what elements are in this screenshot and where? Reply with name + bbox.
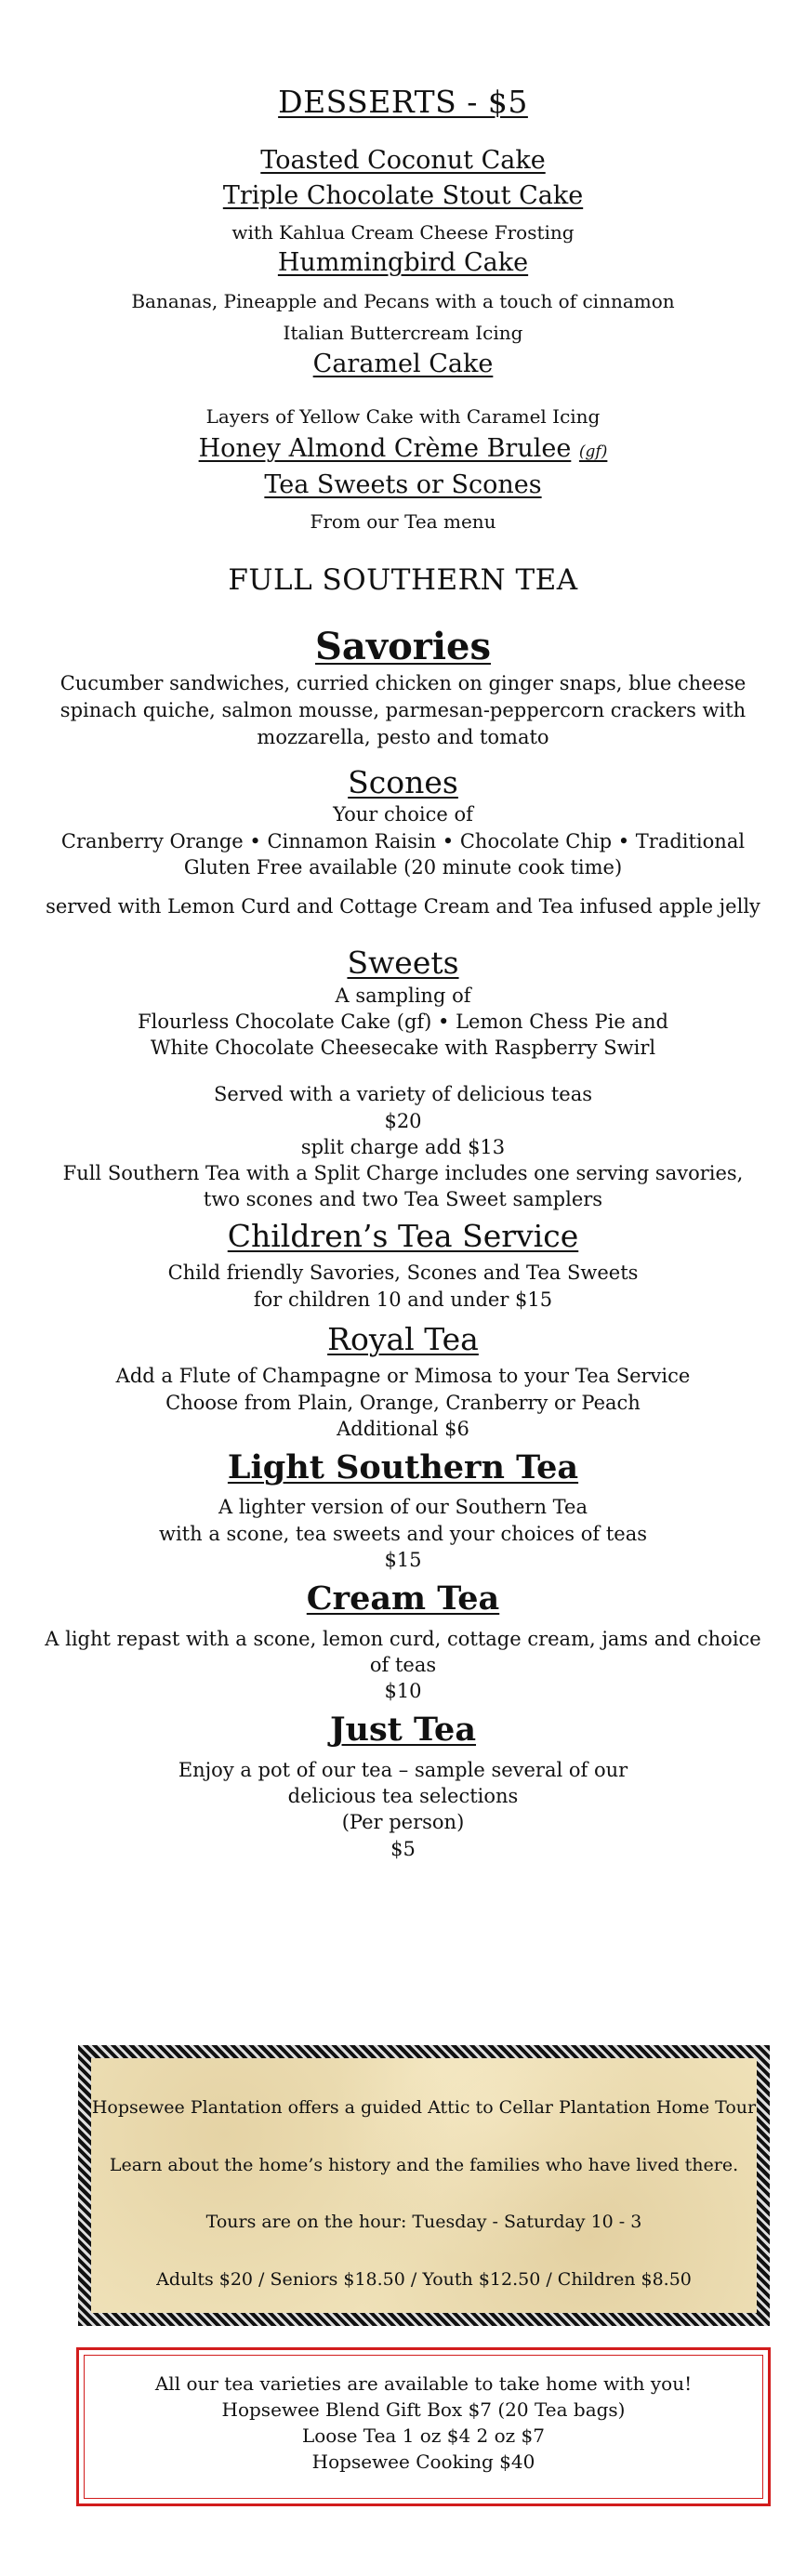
cream-line-3: $10	[384, 1680, 422, 1702]
served-price: $20	[384, 1110, 422, 1132]
light-line-3: $15	[384, 1549, 422, 1571]
scones-line-3: Gluten Free available (20 minute cook time)	[183, 856, 623, 878]
split-charge-desc-2: two scones and two Tea Sweet samplers	[203, 1188, 603, 1210]
royal-line-1: Add a Flute of Champagne or Mimosa to your Tea Service	[115, 1365, 691, 1387]
full-southern-tea-heading: FULL SOUTHERN TEA	[228, 563, 578, 597]
light-line-1: A lighter version of our Southern Tea	[218, 1496, 588, 1518]
savories-line-1: Cucumber sandwiches, curried chicken on ginger snaps, blue cheese	[59, 672, 747, 694]
toasted-coconut-cake: Toasted Coconut Cake	[260, 146, 546, 175]
brulee-gf: (gf)	[578, 443, 608, 461]
caramel-desc: Layers of Yellow Cake with Caramel Icing	[205, 405, 601, 428]
savories-line-2: spinach quiche, salmon mousse, parmesan-peppercorn crackers with	[59, 699, 747, 721]
desserts-heading: DESSERTS - $5	[278, 84, 528, 120]
just-tea-title: Just Tea	[329, 1711, 477, 1749]
light-line-2: with a scone, tea sweets and your choices of teas	[158, 1523, 648, 1545]
cream-tea-title: Cream Tea	[306, 1579, 500, 1618]
childrens-line-2: for children 10 and under $15	[253, 1288, 553, 1311]
takeaway-inner-border	[84, 2355, 763, 2499]
tour-box-parchment	[91, 2058, 757, 2313]
scones-line-1: Your choice of	[333, 803, 473, 826]
triple-chocolate-desc: with Kahlua Cream Cheese Frosting	[231, 221, 575, 244]
tour-line-3: Tours are on the hour: Tuesday - Saturday 10 - 3	[205, 2212, 642, 2232]
triple-chocolate-stout-cake: Triple Chocolate Stout Cake	[222, 181, 584, 210]
takeaway-line-3: Loose Tea 1 oz $4 2 oz $7	[301, 2424, 545, 2447]
savories-line-3: mozzarella, pesto and tomato	[257, 726, 549, 748]
tour-line-4: Adults $20 / Seniors $18.50 / Youth $12.50 / Children $8.50	[156, 2269, 692, 2290]
scones-title: Scones	[348, 764, 458, 800]
caramel-cake: Caramel Cake	[312, 350, 494, 378]
tea-sweets-desc: From our Tea menu	[310, 510, 496, 533]
tea-sweets-or-scones: Tea Sweets or Scones	[264, 470, 542, 499]
served-line-1: Served with a variety of delicious teas	[214, 1083, 592, 1105]
just-line-3: (Per person)	[341, 1811, 465, 1833]
childrens-tea-title: Children’s Tea Service	[227, 1218, 579, 1254]
sweets-title: Sweets	[347, 945, 459, 981]
just-line-2: delicious tea selections	[287, 1785, 519, 1807]
tour-line-2: Learn about the home’s history and the families who have lived there.	[109, 2155, 739, 2175]
sweets-line-2: Flourless Chocolate Cake (gf) • Lemon Chess Pie and	[138, 1011, 668, 1033]
cream-line-1: A light repast with a scone, lemon curd, cottage cream, jams and choice	[45, 1628, 761, 1650]
brulee-name: Honey Almond Crème Brulee	[198, 434, 572, 463]
hummingbird-desc-1: Bananas, Pineapple and Pecans with a touch of cinnamon	[131, 290, 675, 312]
hummingbird-cake: Hummingbird Cake	[277, 248, 529, 277]
takeaway-box	[76, 2347, 771, 2506]
just-line-4: $5	[390, 1838, 416, 1860]
tour-info-box	[78, 2045, 770, 2326]
takeaway-line-2: Hopsewee Blend Gift Box $7 (20 Tea bags)	[221, 2398, 626, 2421]
childrens-line-1: Child friendly Savories, Scones and Tea Sweets	[167, 1262, 639, 1284]
royal-line-3: Additional $6	[337, 1418, 469, 1440]
royal-line-2: Choose from Plain, Orange, Cranberry or Peach	[165, 1392, 641, 1414]
light-southern-tea-title: Light Southern Tea	[227, 1448, 579, 1486]
scones-line-2: Cranberry Orange • Cinnamon Raisin • Chocolate Chip • Traditional	[60, 830, 746, 852]
takeaway-line-4: Hopsewee Cooking $40	[311, 2451, 535, 2473]
honey-almond-creme-brulee	[37, 434, 769, 463]
cream-line-2: of teas	[369, 1654, 437, 1676]
scones-line-4: served with Lemon Curd and Cottage Cream and Tea infused apple jelly	[46, 895, 760, 918]
sweets-line-1: A sampling of	[335, 984, 471, 1007]
takeaway-line-1: All our tea varieties are available to take home with you!	[154, 2372, 693, 2395]
sweets-line-3: White Chocolate Cheesecake with Raspberry Swirl	[150, 1037, 656, 1059]
hummingbird-desc-2: Italian Buttercream Icing	[283, 322, 523, 344]
split-charge: split charge add $13	[300, 1136, 506, 1158]
royal-tea-title: Royal Tea	[327, 1321, 479, 1357]
tour-line-1: Hopsewee Plantation offers a guided Attic to Cellar Plantation Home Tour	[91, 2097, 757, 2118]
just-line-1: Enjoy a pot of our tea – sample several of our	[178, 1759, 628, 1781]
split-charge-desc-1: Full Southern Tea with a Split Charge includes one serving savories,	[62, 1162, 744, 1184]
savories-title: Savories	[315, 625, 491, 668]
